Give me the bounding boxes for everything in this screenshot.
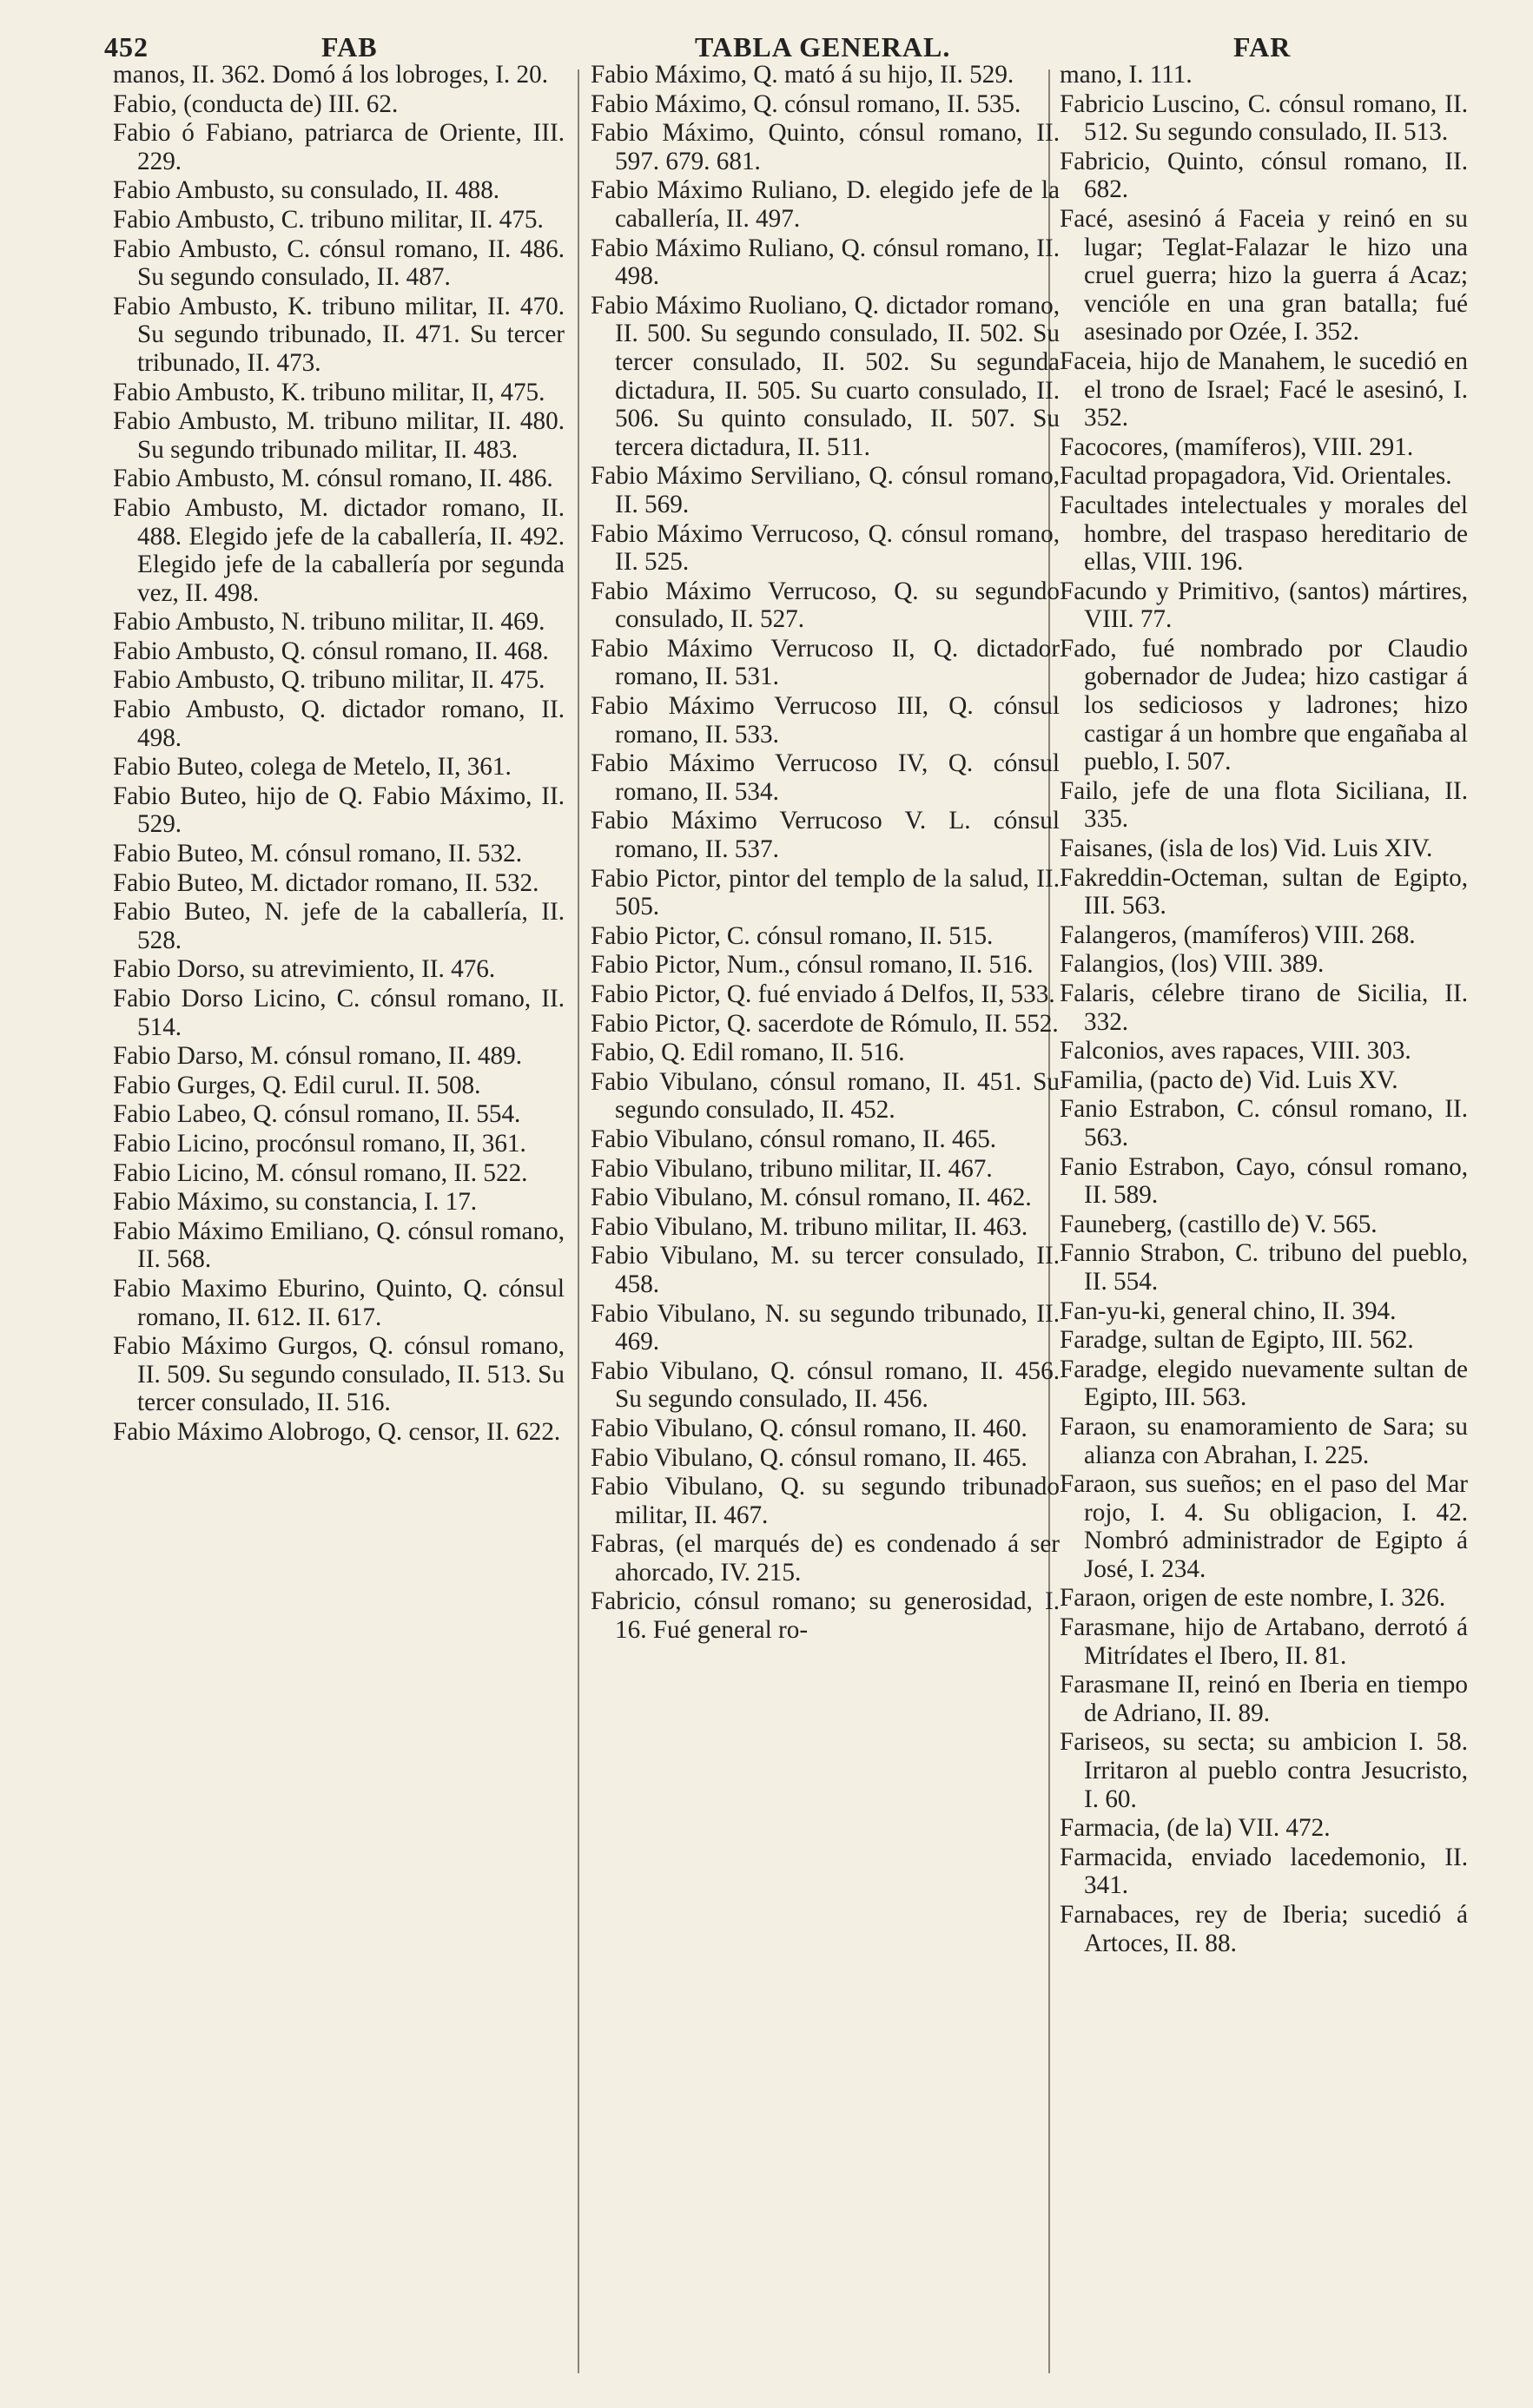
- index-entry: Fan-yu-ki, general chino, II. 394.: [1060, 1296, 1397, 1325]
- index-entry: Familia, (pacto de) Vid. Luis XV.: [1060, 1065, 1398, 1094]
- index-entry: manos, II. 362. Domó á los lobroges, I. 20.: [113, 61, 548, 89]
- index-entry: Fabio Labeo, Q. cónsul romano, II. 554.: [113, 1100, 521, 1129]
- index-entry: Faraon, su enamoramiento de Sara; su alianza con Abrahan, I. 225.: [1060, 1412, 1468, 1469]
- index-entry: Faisanes, (isla de los) Vid. Luis XIV.: [1060, 835, 1433, 863]
- index-entry: Fabio Vibulano, tribuno militar, II. 467.: [591, 1154, 993, 1183]
- index-entry: Fabio Ambusto, Q. cónsul romano, II. 468.: [113, 637, 549, 665]
- index-entry: Fannio Strabon, C. tribuno del pueblo, II. 554.: [1060, 1239, 1468, 1296]
- page-header: [104, 16, 1325, 68]
- index-entry: Failo, jefe de una flota Siciliana, II. 335.: [1060, 776, 1468, 834]
- index-entry: Fanio Estrabon, Cayo, cónsul romano, II. 589.: [1060, 1152, 1468, 1210]
- index-entry: Fabio Máximo Verrucoso III, Q. cónsul romano, II. 533.: [591, 692, 1060, 749]
- index-entry: Falangios, (los) VIII. 389.: [1060, 950, 1325, 979]
- index-entry: Fabio Máximo, Q. cónsul romano, II. 535.: [591, 89, 1021, 118]
- index-entry: Faceia, hijo de Manahem, le sucedió en el trono de Israel; Facé le asesinó, I. 352.: [1060, 346, 1468, 432]
- index-entry: Fabio Máximo Verrucoso, Q. cónsul romano, II. 525.: [591, 519, 1060, 577]
- index-entry: Fabricio Luscino, C. cónsul romano, II. 512. Su segundo consulado, II. 513.: [1060, 89, 1468, 147]
- index-entry: Fabio Ambusto, K. tribuno militar, II, 475.: [113, 378, 545, 406]
- index-entry: Fabio Ambusto, su consulado, II. 488.: [113, 176, 500, 205]
- index-entry: Fabio Máximo, su constancia, I. 17.: [113, 1188, 478, 1217]
- page-number: 452: [104, 31, 149, 63]
- index-entry: Fabio Pictor, Q. sacerdote de Rómulo, II. 552.: [591, 1009, 1059, 1038]
- index-entry: Fabio Vibulano, M. su tercer consulado, II. 458.: [591, 1242, 1060, 1298]
- index-entry: Fakreddin-Octeman, sultan de Egipto, III. 563.: [1060, 863, 1468, 920]
- header-right-keyword: FAR: [1233, 31, 1292, 63]
- index-entry: Farasmane, hijo de Artabano, derrotó á Mitrídates el Ibero, II. 81.: [1060, 1613, 1468, 1670]
- index-entry: Fabio Ambusto, N. tribuno militar, II. 469.: [113, 608, 545, 637]
- index-entry: Fabio Máximo Ruliano, D. elegido jefe de la caballería, II. 497.: [591, 176, 1060, 233]
- index-entry: Fabio Vibulano, Q. su segundo tribunado militar, II. 467.: [591, 1473, 1060, 1529]
- index-entry: Fabio Vibulano, Q. cónsul romano, II. 465.: [591, 1443, 1028, 1472]
- index-entry: Fabio Máximo, Q. mató á su hijo, II. 529.: [591, 61, 1014, 89]
- index-entry: Fabio Licino, procónsul romano, II, 361.: [113, 1129, 526, 1158]
- index-entry: Fabio Dorso, su atrevimiento, II. 476.: [113, 955, 496, 984]
- index-entry: Fabio Máximo Verrucoso V. L. cónsul romano, II. 537.: [591, 807, 1060, 864]
- index-entry: Fabio Licino, M. cónsul romano, II. 522.: [113, 1158, 528, 1187]
- index-entry: Fabio Pictor, Q. fué enviado á Delfos, II, 533.: [591, 980, 1055, 1008]
- index-entry: Fabio Ambusto, C. cónsul romano, II. 486. Su segundo consulado, II. 487.: [113, 234, 565, 292]
- index-entry: Fabio Máximo Ruoliano, Q. dictador romano, II. 500. Su segundo consulado, II. 502. Su tercer consulado, II. 502. Su segunda dictadura, II. 505. Su cuarto consulado, II. 506. Su quinto consulado, II. 507. Su tercera dictadura, II. 511.: [591, 291, 1060, 461]
- index-entry: Fabio Vibulano, N. su segundo tribunado, II. 469.: [591, 1299, 1060, 1356]
- index-entry: Fanio Estrabon, C. cónsul romano, II. 563.: [1060, 1095, 1468, 1151]
- index-entry: Fabio Ambusto, M. cónsul romano, II. 486.: [113, 465, 553, 493]
- column-divider-1: [578, 69, 579, 2373]
- index-entry: Facultades intelectuales y morales del hombre, del traspaso hereditario de ellas, VIII. 196.: [1060, 491, 1468, 577]
- index-entry: Farmacia, (de la) VII. 472.: [1060, 1814, 1331, 1843]
- index-entry: Fabio Máximo, Quinto, cónsul romano, II. 597. 679. 681.: [591, 119, 1060, 175]
- index-entry: Fabio Máximo Gurgos, Q. cónsul romano, II. 509. Su segundo consulado, II. 513. Su tercer consulado, II. 516.: [113, 1332, 565, 1417]
- index-column-2: [591, 61, 1060, 2391]
- index-entry: Fado, fué nombrado por Claudio gobernador de Judea; hizo castigar á los sediciosos y ladrones; hizo castigar á un hombre que engañaba al pueblo, I. 507.: [1060, 634, 1468, 776]
- index-entry: Fabio Buteo, M. dictador romano, II. 532.: [113, 868, 539, 897]
- index-entry: Faraon, origen de este nombre, I. 326.: [1060, 1584, 1446, 1613]
- index-entry: Facultad propagadora, Vid. Orientales.: [1060, 462, 1452, 491]
- index-entry: Fabio Vibulano, M. tribuno militar, II. 463.: [591, 1212, 1028, 1241]
- index-entry: Fabio Ambusto, K. tribuno militar, II. 470. Su segundo tribunado, II. 471. Su tercer tribunado, II. 473.: [113, 292, 565, 377]
- index-entry: Fauneberg, (castillo de) V. 565.: [1060, 1210, 1378, 1238]
- index-entry: Fabio Maximo Eburino, Quinto, Q. cónsul romano, II. 612. II. 617.: [113, 1274, 565, 1331]
- index-entry: Faradge, elegido nuevamente sultan de Egipto, III. 563.: [1060, 1355, 1468, 1412]
- index-entry: Fabio Máximo Serviliano, Q. cónsul romano, II. 569.: [591, 462, 1060, 518]
- header-title: TABLA GENERAL.: [695, 31, 951, 63]
- index-entry: Fabio Ambusto, Q. dictador romano, II. 498.: [113, 696, 565, 752]
- index-entry: Fabio Ambusto, M. dictador romano, II. 488. Elegido jefe de la caballería, II. 492. Elegido jefe de la caballería por segunda vez, II. 498.: [113, 493, 565, 607]
- index-entry: Falconios, aves rapaces, VIII. 303.: [1060, 1037, 1411, 1065]
- index-entry: Fabio Vibulano, cónsul romano, II. 451. Su segundo consulado, II. 452.: [591, 1067, 1060, 1125]
- index-entry: Fabio Máximo Ruliano, Q. cónsul romano, II. 498.: [591, 234, 1060, 291]
- index-column-1: [113, 61, 565, 2391]
- index-entry: Fabio, Q. Edil romano, II. 516.: [591, 1039, 905, 1067]
- index-entry: Fabio Vibulano, M. cónsul romano, II. 462.: [591, 1184, 1032, 1212]
- index-entry: Farasmane II, reinó en Iberia en tiempo de Adriano, II. 89.: [1060, 1671, 1468, 1727]
- index-entry: Fabio Máximo Verrucoso II, Q. dictador romano, II. 531.: [591, 634, 1060, 691]
- index-entry: Faraon, sus sueños; en el paso del Mar rojo, I. 4. Su obligacion, I. 42. Nombró administrador de Egipto á José, I. 234.: [1060, 1470, 1468, 1583]
- index-entry: Facundo y Primitivo, (santos) mártires, VIII. 77.: [1060, 577, 1468, 634]
- index-entry: Fabio Pictor, C. cónsul romano, II. 515.: [591, 921, 994, 950]
- index-entry: Fabio, (conducta de) III. 62.: [113, 89, 399, 118]
- index-entry: mano, I. 111.: [1060, 61, 1193, 89]
- index-entry: Fabio Gurges, Q. Edil curul. II. 508.: [113, 1071, 481, 1099]
- header-left-keyword: FAB: [321, 31, 378, 63]
- index-entry: Fabio Darso, M. cónsul romano, II. 489.: [113, 1042, 522, 1071]
- index-entry: Facocores, (mamíferos), VIII. 291.: [1060, 432, 1414, 461]
- index-entry: Fabio Pictor, Num., cónsul romano, II. 516.: [591, 951, 1034, 980]
- index-column-3: [1060, 61, 1468, 2391]
- index-entry: Facé, asesinó á Faceia y reinó en su lugar; Teglat-Falazar le hizo una cruel guerra; hizo la guerra á Acaz; vencióle en una gran batalla; fué asesinado por Ozée, I. 352.: [1060, 204, 1468, 346]
- index-entry: Fabio Vibulano, Q. cónsul romano, II. 456. Su segundo consulado, II. 456.: [591, 1356, 1060, 1414]
- index-entry: Fabio Ambusto, Q. tribuno militar, II. 475.: [113, 666, 545, 695]
- index-entry: Farmacida, enviado lacedemonio, II. 341.: [1060, 1843, 1468, 1900]
- index-entry: Fabio Buteo, M. cónsul romano, II. 532.: [113, 840, 523, 868]
- index-entry: Falangeros, (mamíferos) VIII. 268.: [1060, 920, 1416, 949]
- index-entry: Fabio Máximo Alobrogo, Q. censor, II. 622.: [113, 1417, 561, 1446]
- index-entry: Fabio ó Fabiano, patriarca de Oriente, III. 229.: [113, 119, 565, 175]
- index-entry: Fabio Ambusto, M. tribuno militar, II. 480. Su segundo tribunado militar, II. 483.: [113, 407, 565, 464]
- index-entry: Fabio Dorso Licino, C. cónsul romano, II. 514.: [113, 985, 565, 1041]
- index-entry: Fabio Máximo Emiliano, Q. cónsul romano, II. 568.: [113, 1217, 565, 1274]
- index-entry: Fabio Máximo Verrucoso IV, Q. cónsul romano, II. 534.: [591, 749, 1060, 806]
- index-entry: Fabio Buteo, N. jefe de la caballería, II. 528.: [113, 898, 565, 954]
- index-entry: Fariseos, su secta; su ambicion I. 58. Irritaron al pueblo contra Jesucristo, I. 60.: [1060, 1728, 1468, 1813]
- index-entry: Fabio Máximo Verrucoso, Q. su segundo consulado, II. 527.: [591, 577, 1060, 634]
- index-entry: Fabio Buteo, hijo de Q. Fabio Máximo, II. 529.: [113, 782, 565, 839]
- index-entry: Fabio Vibulano, Q. cónsul romano, II. 460.: [591, 1414, 1028, 1442]
- index-entry: Fabio Buteo, colega de Metelo, II, 361.: [113, 753, 512, 782]
- index-entry: Falaris, célebre tirano de Sicilia, II. 332.: [1060, 980, 1468, 1036]
- index-entry: Fabricio, cónsul romano; su generosidad, I. 16. Fué general ro-: [591, 1587, 1060, 1645]
- index-entry: Fabio Ambusto, C. tribuno militar, II. 475.: [113, 205, 544, 234]
- index-entry: Fabio Vibulano, cónsul romano, II. 465.: [591, 1125, 997, 1153]
- index-entry: Fabras, (el marqués de) es condenado á ser ahorcado, IV. 215.: [591, 1530, 1060, 1587]
- index-entry: Fabricio, Quinto, cónsul romano, II. 682.: [1060, 147, 1468, 204]
- index-entry: Fabio Pictor, pintor del templo de la salud, II. 505.: [591, 864, 1060, 921]
- index-entry: Faradge, sultan de Egipto, III. 562.: [1060, 1326, 1414, 1355]
- index-entry: Farnabaces, rey de Iberia; sucedió á Artoces, II. 88.: [1060, 1901, 1468, 1957]
